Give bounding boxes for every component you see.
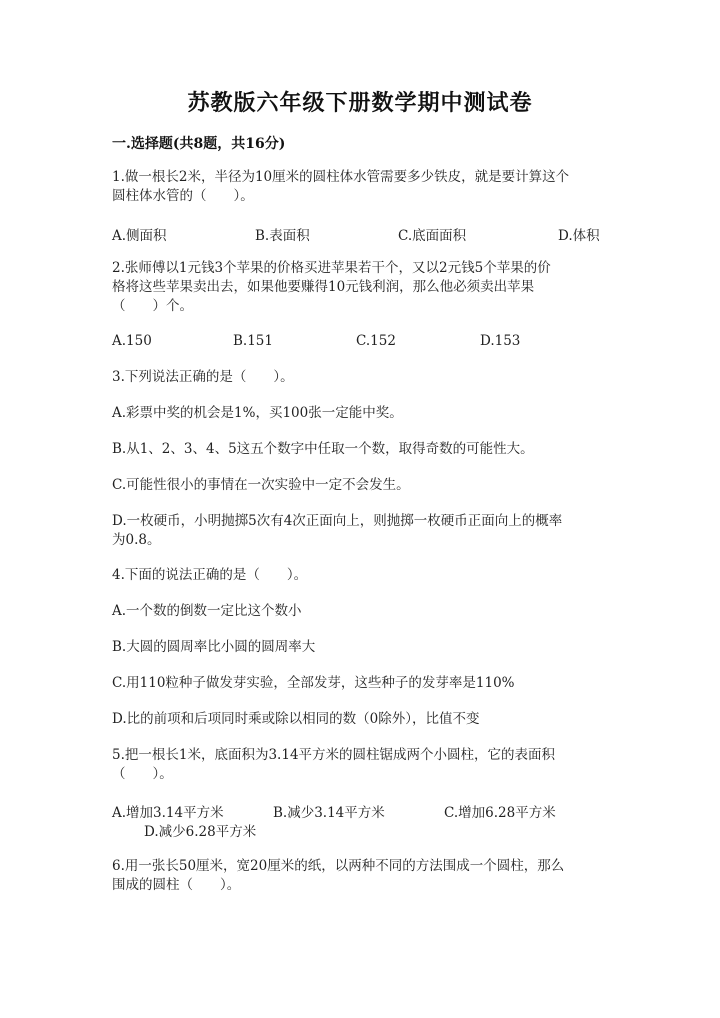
question-3-option-b: B.从1、2、3、4、5这五个数字中任取一个数，取得奇数的可能性大。 [112,441,534,457]
question-5-stem-line-1: 5.把一根长1米，底面积为3.14平方米的圆柱锯成两个小圆柱，它的表面积 [112,747,556,763]
question-1-option-b: B.表面积 [255,228,310,244]
question-6-stem-line-1: 6.用一张长50厘米，宽20厘米的纸，以两种不同的方法围成一个圆柱，那么 [112,858,565,874]
question-1-option-c: C.底面面积 [398,228,467,244]
question-2-option-c: C.152 [356,333,396,349]
question-3-option-c: C.可能性很小的事情在一次实验中一定不会发生。 [112,477,410,493]
question-5-option-a: A.增加3.14平方米 [112,805,224,821]
question-1-stem-line-1: 1.做一根长2米，半径为10厘米的圆柱体水管需要多少铁皮，就是要计算这个 [112,169,570,185]
section-heading: 一.选择题(共8题，共16分) [112,136,286,152]
question-4-option-c: C.用110粒种子做发芽实验，全部发芽，这些种子的发芽率是110% [112,675,515,691]
question-3-option-a: A.彩票中奖的机会是1%，买100张一定能中奖。 [112,405,403,421]
question-4-stem: 4.下面的说法正确的是（ ）。 [112,567,308,583]
question-5-stem-line-2: （ ）。 [112,766,173,782]
question-2-stem-line-3: （ ）个。 [112,298,193,314]
question-6-stem-line-2: 围成的圆柱（ ）。 [112,877,241,893]
question-2-stem-line-2: 格将这些苹果卖出去，如果他要赚得10元钱利润，那么他必须卖出苹果 [112,279,535,295]
question-1-option-a: A.侧面积 [112,228,167,244]
question-2-option-b: B.151 [233,333,273,349]
question-5-option-b: B.减少3.14平方米 [273,805,385,821]
question-3-option-d-line-2: 为0.8。 [112,532,161,548]
question-1-option-d: D.体积 [558,228,600,244]
question-2-stem-line-1: 2.张师傅以1元钱3个苹果的价格买进苹果若干个，又以2元钱5个苹果的价 [112,260,551,276]
question-4-option-a: A.一个数的倒数一定比这个数小 [112,603,302,619]
question-5-option-c: C.增加6.28平方米 [444,805,556,821]
question-3-stem: 3.下列说法正确的是（ ）。 [112,369,294,385]
question-4-option-b: B.大圆的圆周率比小圆的圆周率大 [112,639,316,655]
question-2-option-a: A.150 [112,333,152,349]
question-3-option-d-line-1: D.一枚硬币，小明抛掷5次有4次正面向上，则抛掷一枚硬币正面向上的概率 [112,513,563,529]
page-title: 苏教版六年级下册数学期中测试卷 [187,90,533,116]
question-2-option-d: D.153 [480,333,521,349]
question-5-option-d: D.减少6.28平方米 [144,824,257,840]
question-1-stem-line-2: 圆柱体水管的（ ）。 [112,188,254,204]
question-4-option-d: D.比的前项和后项同时乘或除以相同的数（0除外），比值不变 [112,711,480,727]
